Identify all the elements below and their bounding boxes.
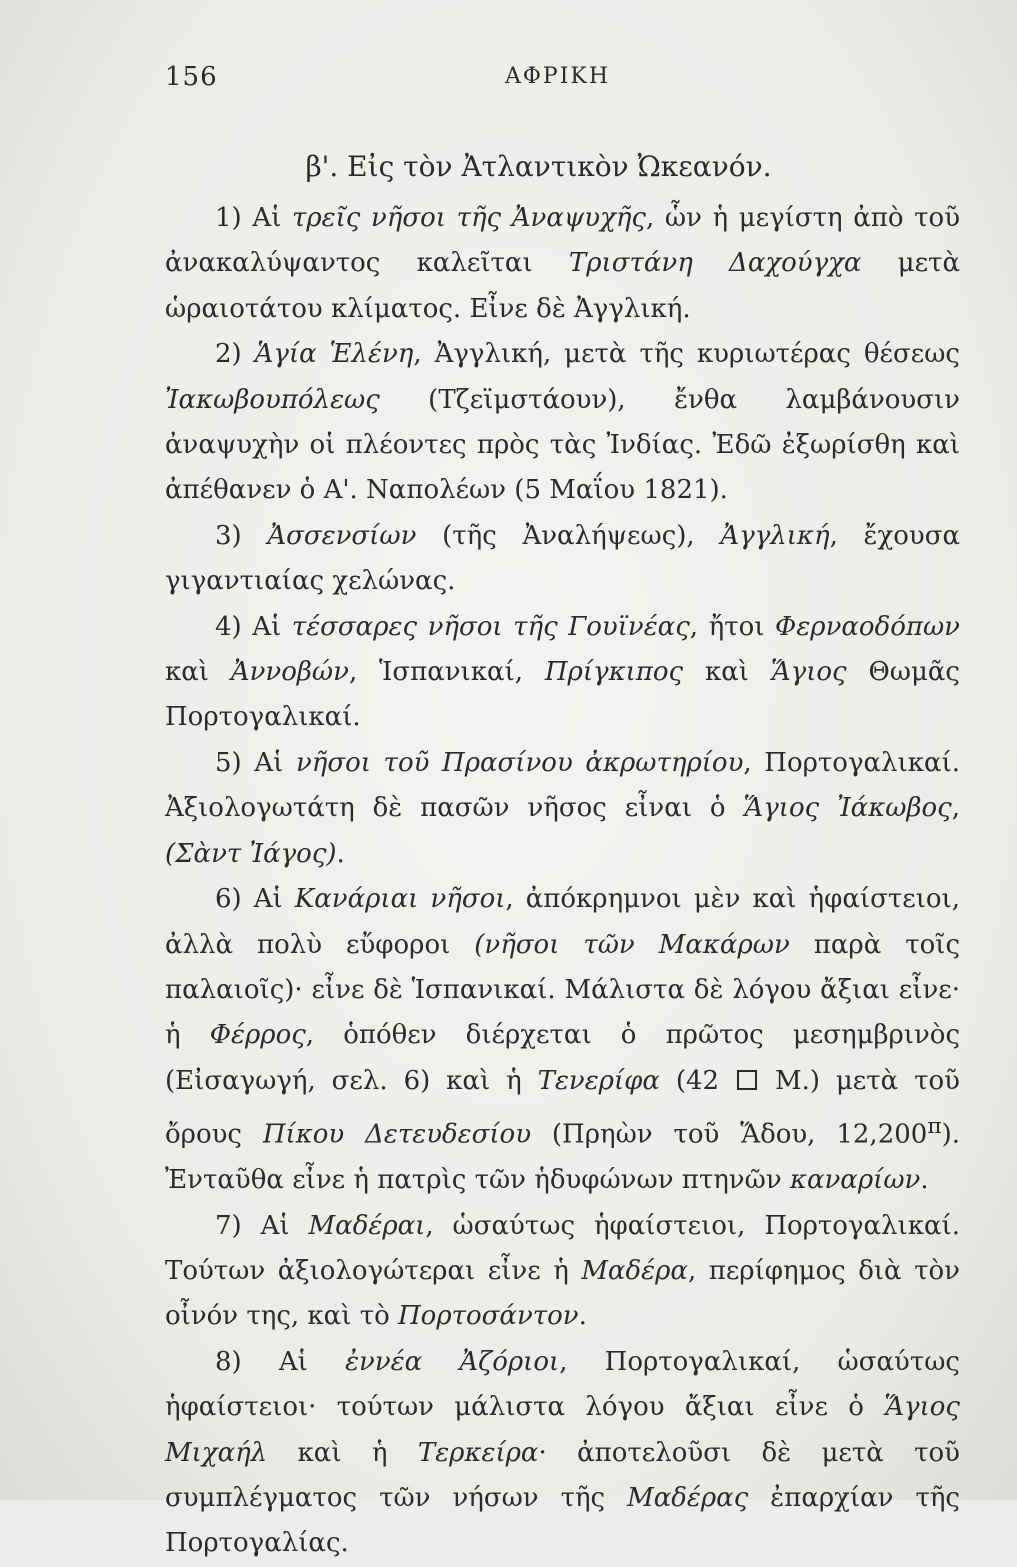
text-run: , ἔχουσα γιγαντιαίας χελώνας. (165, 520, 961, 597)
italic-run: Μαδέραι (308, 1210, 426, 1241)
italic-run: Πορτοσάντον (398, 1301, 579, 1332)
italic-run: Ἀγγλική (720, 520, 830, 551)
text-run: 2) (215, 339, 255, 370)
italic-run: Ἅγιος Ἰάκωβος (743, 793, 952, 824)
text-run: , Πορτογαλικαί. Ἀξιολογωτάτη δὲ πασῶν νῆσος εἶναι ὁ (165, 747, 960, 824)
text-run: . (920, 1165, 929, 1196)
italic-run: Φερναοδόπων (775, 611, 960, 642)
page-header (165, 62, 955, 102)
italic-run: τρεῖς νῆσοι τῆς Ἀναψυχῆς (291, 203, 646, 233)
entry-7 (165, 1204, 960, 1340)
section-heading: β'. Εἰς τὸν Ἀτλαντικὸν Ὠκεανόν. (305, 150, 772, 183)
text-run: (42 (659, 1065, 736, 1096)
entry-3 (165, 514, 960, 605)
text-run: , (951, 793, 960, 824)
text-run: , Ἀγγλική, μετὰ τῆς κυριωτέρας θέσεως (413, 339, 960, 370)
text-run: 4) Αἱ (215, 611, 292, 642)
entry-4 (165, 605, 960, 741)
entry-8 (165, 1340, 960, 1567)
italic-run: Ἅγιος (770, 657, 847, 688)
italic-run: Μαδέρας (627, 1483, 749, 1514)
text-run: 6) Αἱ (215, 884, 295, 915)
running-title: ΑΦΡΙΚΗ (505, 64, 611, 89)
italic-run: Τερκείρα (417, 1437, 539, 1468)
italic-run: Ἅγιος Μιχαήλ (165, 1392, 960, 1468)
text-run: , ὧν ἡ μεγίστη ἀπὸ τοῦ ἀνακαλύψαντος καλεῖται (165, 203, 961, 279)
text-run: , ἀπόκρημνοι μὲν καὶ ἡφαίστειοι, ἀλλὰ πολὺ εὔφοροι (165, 884, 961, 960)
superscript-unit: π (927, 1114, 942, 1140)
text-run: 3) (215, 520, 268, 551)
italic-run: (νῆσοι τῶν Μακάρων (474, 929, 790, 960)
text-run: . (336, 838, 345, 869)
text-run: Θωμᾶς Πορτογαλικαί. (165, 657, 960, 733)
text-run: , ἤτοι (689, 611, 776, 642)
text-run: , ὁπόθεν διέρχεται ὁ πρῶτος μεσημβρινὸς (Εἰσαγωγή, σελ. 6) καὶ ἡ (165, 1020, 961, 1096)
page-number: 156 (165, 62, 218, 92)
italic-run: Κανάριαι νῆσοι (294, 884, 506, 915)
text-run: παρὰ τοῖς παλαιοῖς)· εἶνε δὲ Ἱσπανικαί. Μάλιστα δὲ λόγου ἄξιαι εἶνε· ἡ (165, 929, 961, 1051)
text-run: 8) Αἱ (215, 1346, 346, 1377)
text-run: καὶ (683, 657, 771, 688)
italic-run: καναρίων (789, 1165, 921, 1196)
italic-run: νῆσοι τοῦ Πρασίνου ἀκρωτηρίου (295, 747, 744, 778)
text-run: Μ.) μετὰ τοῦ ὄρους (165, 1065, 960, 1150)
body-text (165, 196, 960, 1567)
text-run: καὶ (165, 657, 231, 688)
text-run: μετὰ ὡραιοτάτου κλίματος. Εἶνε δὲ Ἀγγλική. (165, 248, 960, 324)
italic-run: Ἀσσενσίων (267, 520, 417, 551)
italic-run: Τενερίφα (537, 1065, 660, 1096)
square-unit-icon (737, 1070, 757, 1090)
entry-2 (165, 332, 960, 514)
italic-run: Μαδέρα (581, 1256, 688, 1286)
text-run: ἐπαρχίαν τῆς Πορτογαλίας. (165, 1483, 960, 1559)
italic-run: Πρίγκιπος (544, 657, 684, 688)
italic-run: Τριστάνη Δαχούγχα (568, 248, 862, 279)
italic-run: Ἰακωβουπόλεως (165, 384, 380, 415)
italic-run: τέσσαρες νῆσοι τῆς Γουϊνέας (291, 611, 690, 642)
text-run: (Τζεϊμστάουν), ἔνθα λαμβάνουσιν ἀναψυχὴν οἱ πλέοντες πρὸς τὰς Ἰνδίας. Ἐδῶ ἐξωρίσθη καὶ ἀπέθανεν ὁ Α'. Ναπολέων (5 Μαΐου 1821). (165, 384, 960, 506)
entry-5 (165, 741, 960, 877)
text-run: 7) Αἱ (215, 1210, 309, 1241)
text-run: (Πρηὼν τοῦ Ἅδου, 12,200 (531, 1119, 928, 1150)
italic-run: Πίκου Δετευδεσίου (262, 1119, 532, 1150)
text-run: (τῆς Ἀναλήψεως), (416, 520, 721, 551)
italic-run: Ἀννοβών (230, 657, 349, 688)
text-run: 1) Αἱ (215, 203, 292, 233)
text-run: 5) Αἱ (215, 747, 296, 778)
text-run: · ἀποτελοῦσι δὲ μετὰ τοῦ συμπλέγματος τῶν νήσων τῆς (165, 1437, 960, 1514)
text-run: καὶ ἡ (267, 1437, 418, 1468)
italic-run: ἐννέα Ἀζόριοι (345, 1346, 560, 1377)
italic-run: Φέρρος (209, 1020, 306, 1051)
text-run: , Πορτογαλικαί, ὡσαύτως ἡφαίστειοι· τούτων μάλιστα λόγου ἄξιαι εἶνε ὁ (165, 1346, 960, 1423)
text-run: , περίφημος διὰ τὸν οἶνόν της, καὶ τὸ (165, 1256, 960, 1332)
entry-6 (165, 877, 960, 1204)
text-run: , ὡσαύτως ἡφαίστειοι, Πορτογαλικαί. Τούτων ἀξιολογώτεραι εἶνε ἡ (165, 1210, 961, 1286)
entry-1 (165, 196, 960, 332)
italic-run: Ἁγία Ἑλένη (254, 339, 414, 370)
text-run: ). Ἐνταῦθα εἶνε ἡ πατρὶς τῶν ἡδυφώνων πτηνῶν (165, 1119, 960, 1196)
italic-run: (Σὰντ Ἰάγος) (165, 838, 337, 869)
text-run: . (578, 1301, 587, 1332)
text-run: , Ἱσπανικαί, (348, 657, 545, 688)
